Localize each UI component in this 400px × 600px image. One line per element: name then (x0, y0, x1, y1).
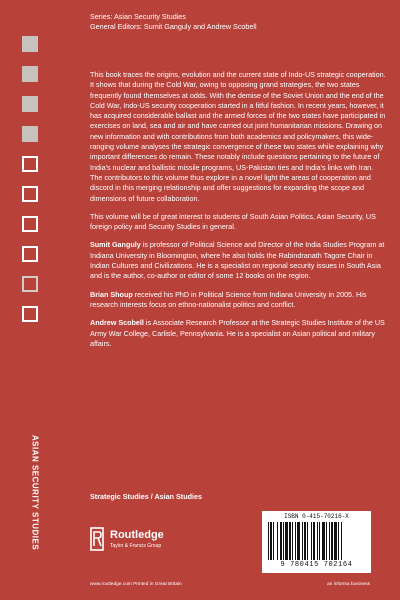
spine-label (25, 398, 39, 598)
barcode-bar (331, 522, 333, 560)
series-info (90, 12, 390, 32)
barcode-bar (268, 522, 269, 560)
barcode-bar (280, 522, 282, 560)
barcode-bar (277, 522, 278, 560)
barcode-bar (313, 522, 315, 560)
publisher-name: Routledge (110, 529, 164, 541)
isbn-barcode (262, 511, 371, 573)
square-icon (22, 246, 38, 262)
bio-andrew-scobell (90, 318, 386, 349)
barcode-bar (322, 522, 325, 560)
book-description: This book traces the origins, evolution and the current state of Indo-US strategic cooperation. It shows that during the Cold War, owing to opposing grand strategies, the two states frequently found themselves at odds. With the demise of the Soviet Union and the end of the Cold War, Indo-US security cooperation started in a fitful fashion. In recent years, however, it has acquired considerable ballast and the armed forces of the two states have participated in exercises on land, sea and air and have carried out joint humanitarian missions. Drawing on new information and with contributions from both academics and policymakers, this wide-ranging volume analyses the strategic convergence of these two states while explaining why important differences do remain. These notably include questions pertaining to the future of India's nuclear and ballistic missile programs, US-Pakistan ties and India's links with Iran. The contributors to this volume thus explore in a novel light the areas of cooperation and discord in this merging relationship and offer suggestions for expanding the scope and dimensions of future collaboration. (90, 70, 386, 203)
publisher-website: www.routledge.com Printed in Great Britain (90, 582, 182, 587)
barcode-bar (289, 522, 291, 560)
square-icon (22, 216, 38, 232)
bio-brian-shoup (90, 290, 386, 311)
barcode-bar (334, 522, 337, 560)
isbn-number: ISBN 0-415-70216-X (284, 513, 349, 520)
barcode-bar (273, 522, 274, 560)
barcode-bar (304, 522, 306, 560)
barcode-bar (295, 522, 296, 560)
barcode-bar (326, 522, 327, 560)
barcode-bar (311, 522, 312, 560)
square-icon (22, 306, 38, 322)
barcode-bar (302, 522, 303, 560)
bio-name: Andrew Scobell (90, 318, 144, 328)
routledge-logo-icon (90, 527, 104, 551)
barcode-bar (329, 522, 330, 560)
bio-text: is Associate Research Professor at the Strategic Studies Institute of the US Army War College, Carlisle, Pennsylvania. He is a specialist on Asian political and military affairs. (90, 318, 385, 348)
square-icon (22, 156, 38, 172)
barcode-bar (319, 522, 320, 560)
barcode-bar (283, 522, 284, 560)
publisher-tagline: Taylor & Francis Group (110, 543, 162, 549)
barcode-bar (341, 522, 342, 560)
square-icon (22, 126, 38, 142)
bio-sumit-ganguly (90, 240, 386, 281)
bio-text: received his PhD in Political Science from Indiana University in 2005. His research interests focus on ethno-nationalist politics and conflict. (90, 289, 367, 309)
barcode-digits: 9 780415 702164 (280, 561, 353, 569)
barcode-bar (292, 522, 293, 560)
bio-text: is professor of Political Science and Director of the India Studies Program at Indiana University in Bloomington, where he also holds the Rabindranath Tagore Chair in Indian Cultures and Civilizations. He is a specialist on regional security issues in South Asia and is the author, co-author or editor of some 12 books on the region. (90, 240, 385, 281)
square-icon (22, 66, 38, 82)
barcode-bars-icon (268, 522, 365, 560)
barcode-bar (317, 522, 318, 560)
bio-name: Sumit Ganguly (90, 240, 141, 250)
audience-note: This volume will be of great interest to students of South Asian Politics, Asian Security, US foreign policy and Security Studies in general. (90, 211, 376, 232)
spine-text: ASIAN SECURITY STUDIES (30, 434, 40, 551)
back-cover-text (90, 70, 386, 357)
series-name: Series: Asian Security Studies (90, 12, 186, 21)
informa-business: an informa business (327, 582, 370, 587)
square-icon (22, 36, 38, 52)
barcode-bar (297, 522, 300, 560)
square-icon (22, 276, 38, 292)
subject-categories: Strategic Studies / Asian Studies (90, 492, 202, 501)
square-icon (22, 186, 38, 202)
square-icon (22, 96, 38, 112)
barcode-bar (307, 522, 308, 560)
barcode-bar (270, 522, 272, 560)
bio-name: Brian Shoup (90, 289, 133, 299)
barcode-bar (285, 522, 288, 560)
publisher-logo (90, 527, 210, 553)
series-editors: General Editors: Sumit Ganguly and Andrew Scobell (90, 22, 257, 32)
barcode-bar (338, 522, 339, 560)
